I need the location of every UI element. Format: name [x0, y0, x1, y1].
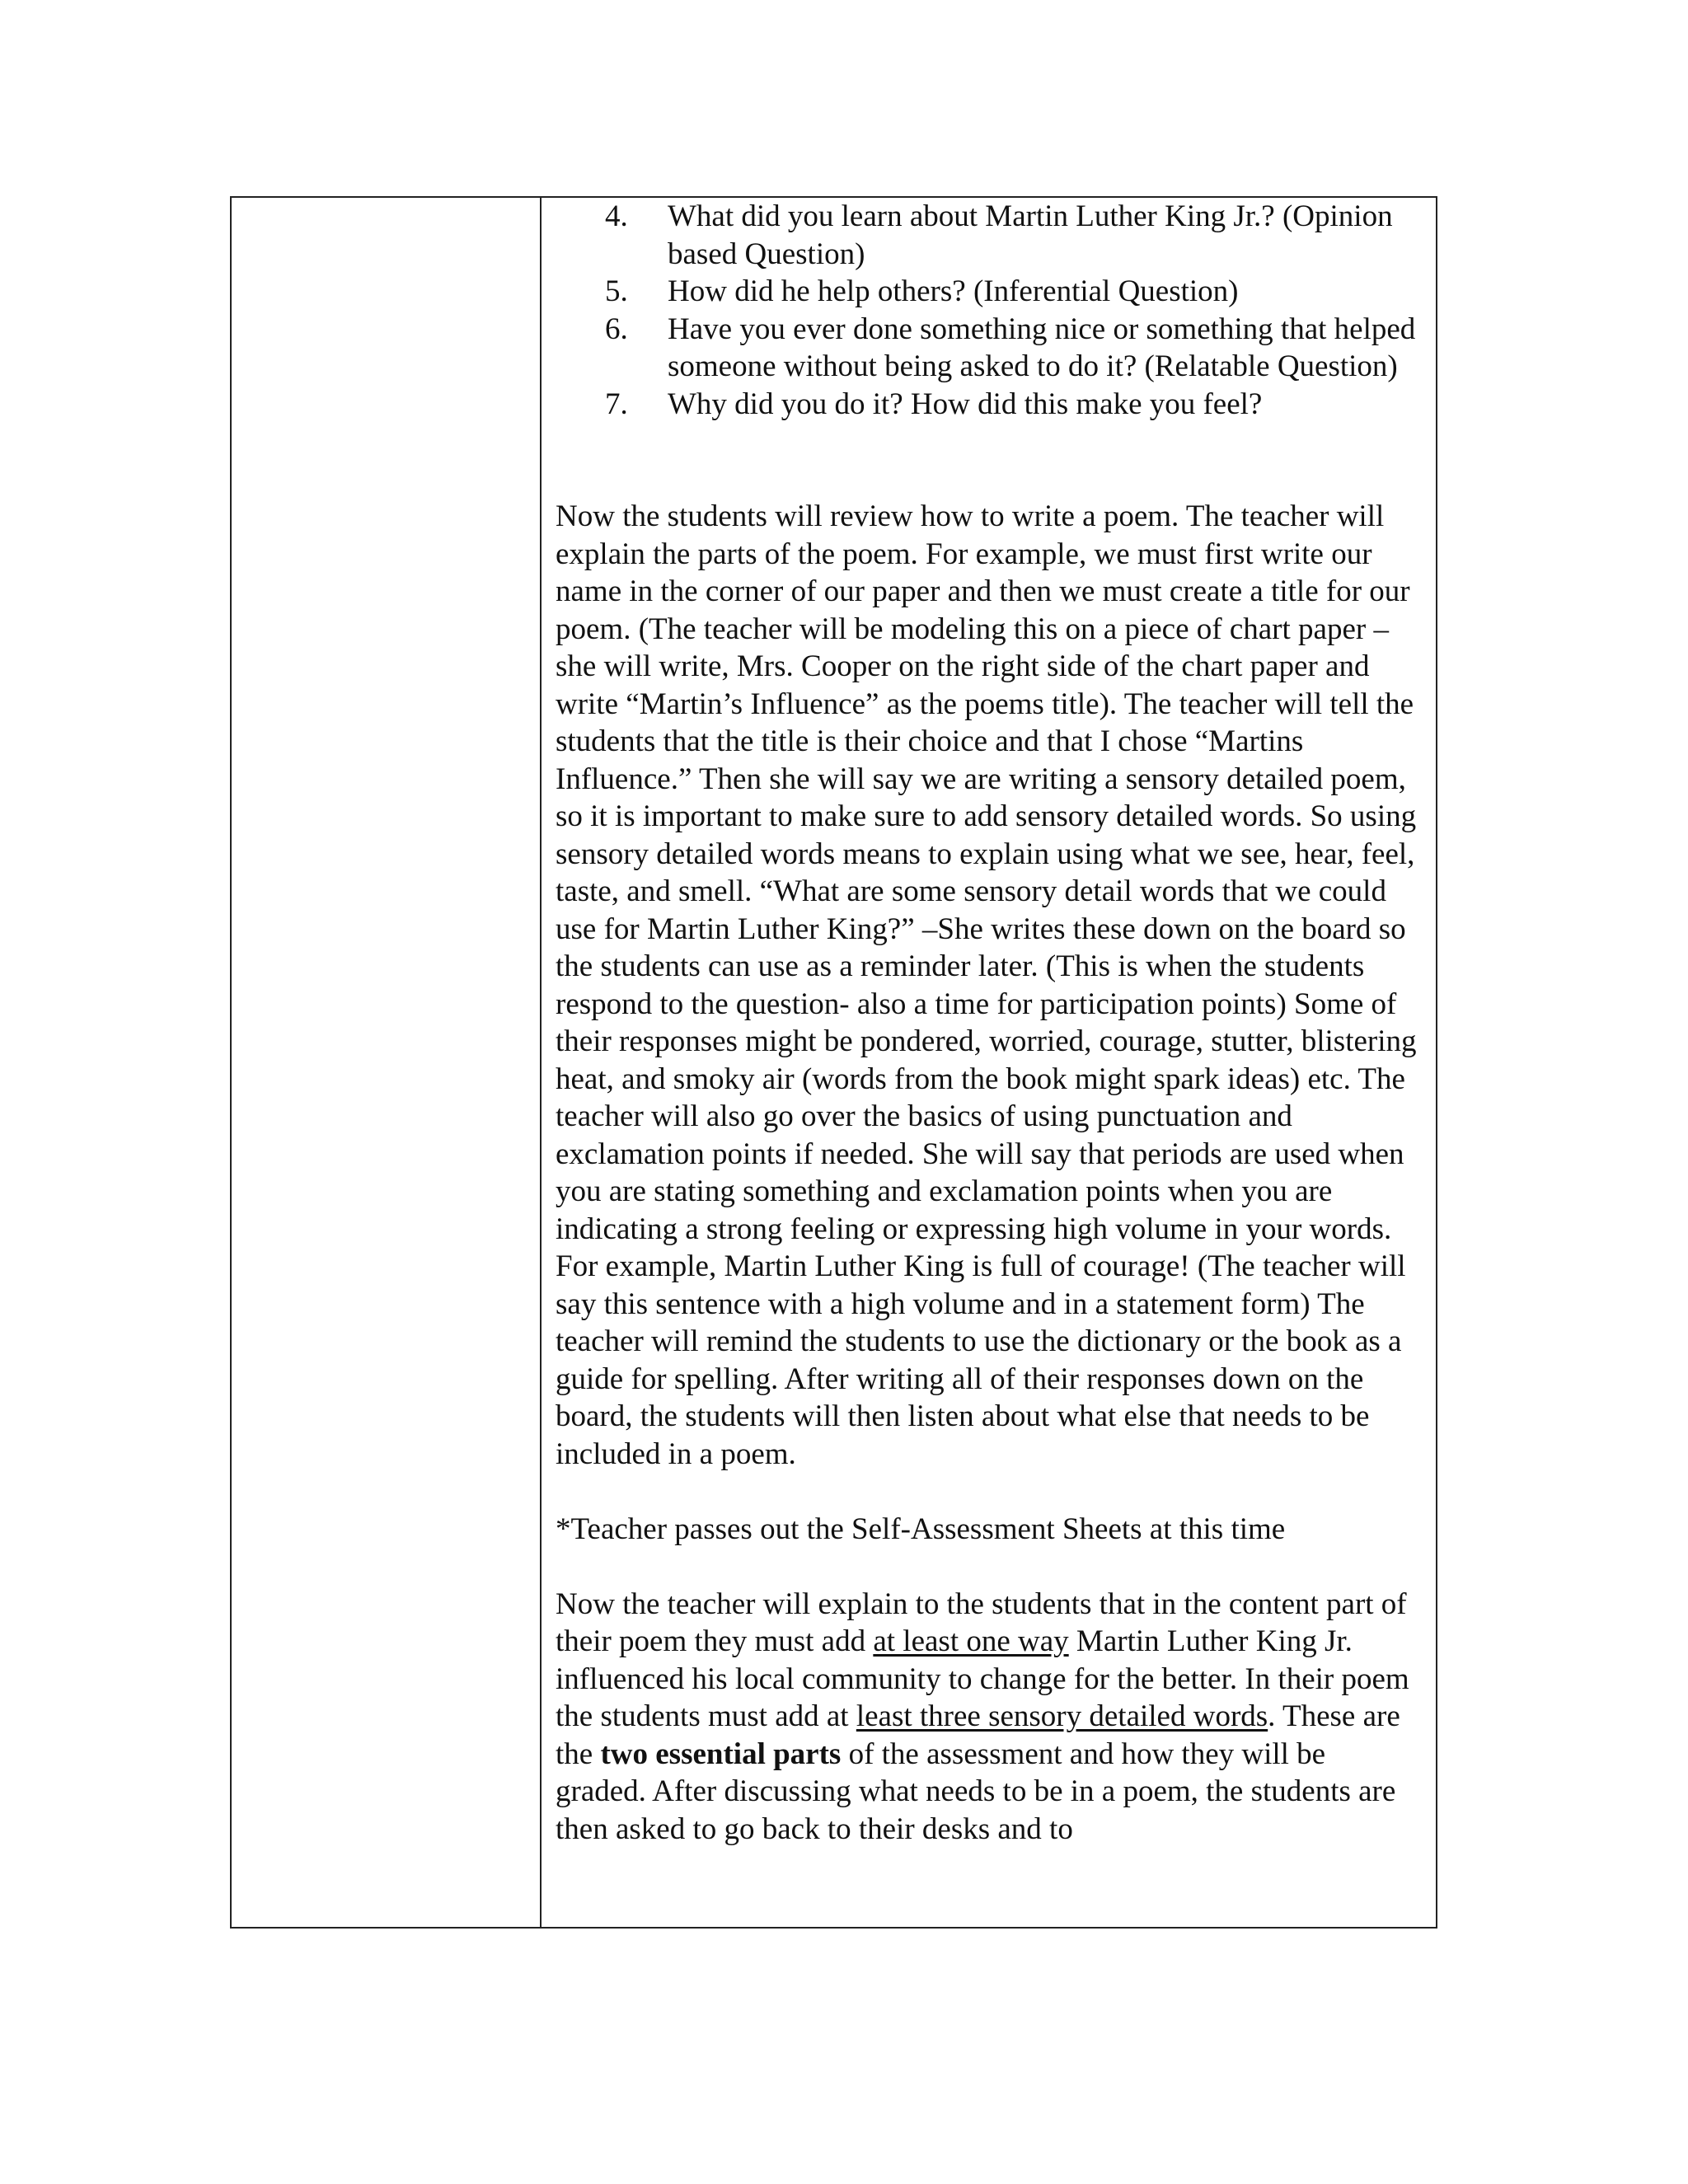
spacer — [556, 1473, 1421, 1511]
question-item — [556, 273, 1421, 311]
text-run: Martin Luther King Jr. influenced his local community to change for the better. In their poem the students must add at — [556, 1624, 1409, 1733]
text-run: of the assessment and how they will be graded. After discussing what needs to be in a poem, the students are then asked to go back to their desks and to — [556, 1736, 1396, 1846]
right-column-cell — [542, 198, 1436, 1927]
lesson-table — [230, 196, 1437, 1929]
poem-review-paragraph: Now the students will review how to write a poem. The teacher will explain the parts of the poem. For example, we must first write our name in the corner of our paper and then we must create a title for our poem. (The teacher will be modeling this on a piece of chart paper –she will write, Mrs. Cooper on the right side of the chart paper and write “Martin’s Influence” as the poems title). The teacher will tell the students that the title is their choice and that I chose “Martins Influence.” Then she will say we are writing a sensory detailed poem, so it is important to make sure to add sensory detailed words. So using sensory detailed words means to explain using what we see, hear, feel, taste, and smell. “What are some sensory detail words that we could use for Martin Luther King?” –She writes these down on the board so the students can use as a reminder later. (This is when the students respond to the question- also a time for participation points) Some of their responses might be pondered, worried, courage, stutter, blistering heat, and smoky air (words from the book might spark ideas) etc. The teacher will also go over the basics of using punctuation and exclamation points if needed. She will say that periods are used when you are stating something and exclamation points when you are indicating a strong feeling or expressing high volume in your words. For example, Martin Luther King is full of courage! (The teacher will say this sentence with a high volume and in a statement form) The teacher will remind the students to use the dictionary or the book as a guide for spelling. After writing all of their responses down on the board, the students will then listen about what else that needs to be included in a poem. — [556, 499, 1417, 1471]
underlined-text: least three sensory detailed words — [856, 1699, 1268, 1733]
bold-text: two essential parts — [600, 1736, 842, 1771]
spacer — [556, 423, 1421, 498]
question-number: 4. — [605, 199, 628, 233]
text-run: Now the teacher will explain to the students that in the content part of their poem they must add — [556, 1586, 1407, 1658]
question-text: What did you learn about Martin Luther King Jr.? (Opinion based Question) — [668, 199, 1393, 271]
question-text: How did he help others? (Inferential Question) — [668, 274, 1239, 308]
underlined-text: at least one way — [873, 1624, 1069, 1658]
question-text: Why did you do it? How did this make you feel? — [668, 387, 1263, 421]
text-run: . These are the — [556, 1699, 1400, 1771]
question-item — [556, 386, 1421, 424]
question-list — [556, 198, 1421, 423]
question-text: Have you ever done something nice or something that helped someone without being asked to do it? (Relatable Question) — [668, 312, 1416, 383]
question-number: 5. — [605, 274, 628, 308]
content-requirements-paragraph — [556, 1586, 1421, 1849]
question-number: 7. — [605, 387, 628, 421]
question-item — [556, 311, 1421, 386]
left-column-cell — [232, 198, 542, 1927]
teacher-note: *Teacher passes out the Self-Assessment Sheets at this time — [556, 1511, 1286, 1546]
question-number: 6. — [605, 312, 628, 346]
question-item — [556, 198, 1421, 273]
spacer — [556, 1548, 1421, 1586]
